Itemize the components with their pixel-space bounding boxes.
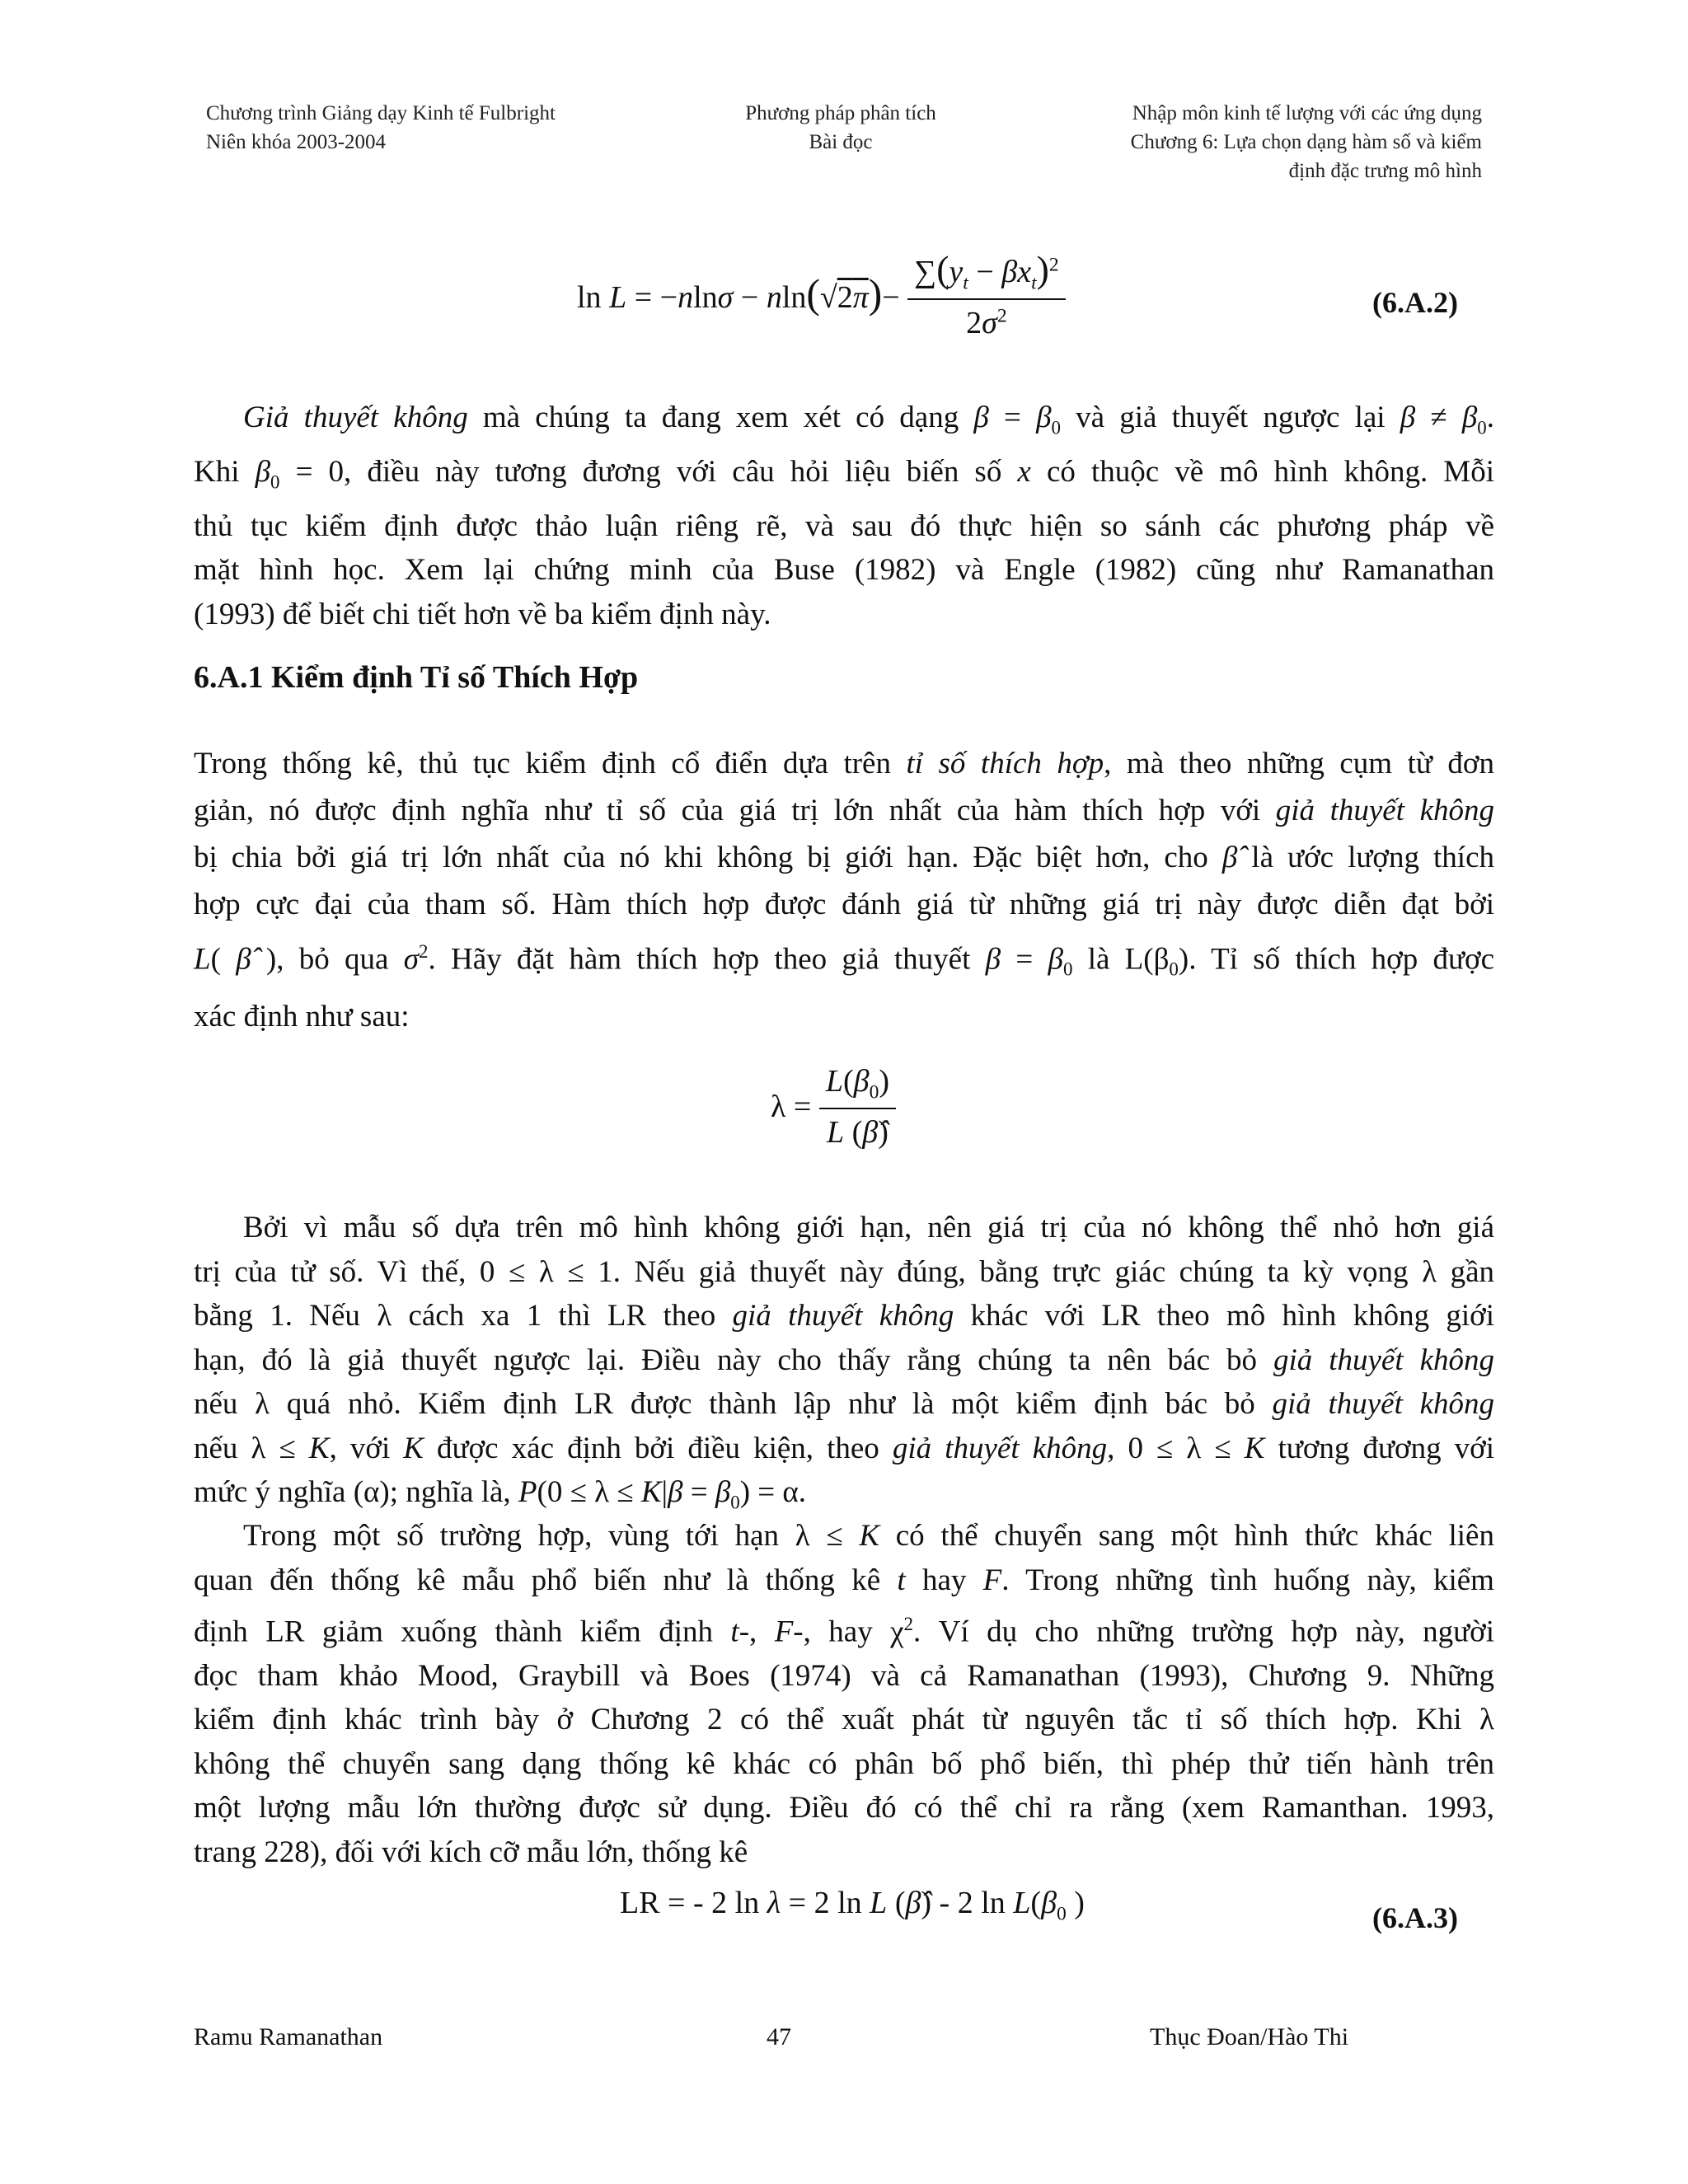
paragraph-hypothesis: Giả thuyết không mà chúng ta đang xem xét có dạng $\beta = \beta_0$ và giả thuyết ngược lại $\beta \ne \beta_0$. Khi $\beta_0 = 0$, điều này tương đương với câu hỏi liệu biến số x có thuộc về mô hình không. Mỗi thủ tục kiểm định được thảo luận riêng rẽ, và sau đó thực hiện so sánh các phương pháp về mặt hình học. Xem lại chứng minh của Buse (1982) và Engle (1982) cũng như Ramanathan (1993) để biết chi tiết hơn về ba kiểm định này. <box>194 401 1495 631</box>
equation-number: (6.A.3) <box>1372 1901 1458 1934</box>
footer-translators: Thục Đoan/Hào Thi <box>1150 2023 1349 2050</box>
footer-author: Ramu Ramanathan <box>194 2023 383 2050</box>
equation-lr-statistic: LR = - 2 ln λ = 2 ln L (β̂) - 2 $\ln L(\beta_0$ ) <box>620 1886 1085 1925</box>
paragraph-lambda-test: Bởi vì mẫu số dựa trên mô hình không giới hạn, nên giá trị của nó không thể nhỏ hơn giá trị của tử số. Vì thế, 0 ≤ λ ≤ 1. Nếu giả thuyết này đúng, bằng trực giác chúng ta kỳ vọng λ gần bằng 1. Nếu λ cách xa 1 thì LR theo giả thuyết không khác với LR theo mô hình không giới hạn, đó là giả thuyết ngược lại. Điều này cho thấy rằng chúng ta nên bác bỏ giả thuyết không nếu λ quá nhỏ. Kiểm định LR được thành lập như là một kiểm định bác bỏ giả thuyết không nếu λ ≤ K, với K được xác định bởi điều kiện, theo giả thuyết không, 0 ≤ λ ≤ K tương đương với mức ý nghĩa (α); nghĩa là, $P(0 \le \lambda \le K|\beta = \beta_0) = \alpha$. <box>194 1211 1495 1513</box>
header-book: Nhập môn kinh tế lượng với các ứng dụng <box>1132 102 1482 124</box>
header-program: Chương trình Giảng dạy Kinh tế Fulbright <box>206 102 556 124</box>
equation-number: (6.A.2) <box>1372 286 1458 319</box>
equation-lambda: λ = $\frac{L(\beta_0)}{L (\betâ)}$ <box>771 1063 896 1151</box>
equation-log-likelihood: ln L = −nlnσ − nln(√2π)− $\frac{\sum(y_t - \beta x_t)^2}{2\sigma^2}$ <box>577 247 1066 341</box>
header-reading: Bài đọc <box>809 131 873 153</box>
header-chapter-cont: định đặc trưng mô hình <box>1288 160 1482 182</box>
paragraph-critical-region: Trong một số trường hợp, vùng tới hạn λ ≤ K có thể chuyển sang một hình thức khác liên quan đến thống kê mẫu phổ biến như là thống kê t hay F. Trong những tình huống này, kiểm định LR giảm xuống thành kiểm định t-, F-, hay $\chi^2$. Ví dụ cho những trường hợp này, người đọc tham khảo Mood, Graybill và Boes (1974) và cả Ramanathan (1993), Chương 9. Những kiểm định khác trình bày ở Chương 2 có thể xuất phát từ nguyên tắc tỉ số thích hợp. Khi λ không thể chuyển sang dạng thống kê khác có phân bố phổ biến, thì phép thử tiến hành trên một lượng mẫu lớn thường được sử dụng. Điều đó có thể chỉ ra rằng (xem Ramanthan. 1993, trang 228), đối với kích cỡ mẫu lớn, thống kê <box>194 1519 1495 1869</box>
header-left <box>206 99 556 157</box>
paragraph-likelihood-ratio: Trong thống kê, thủ tục kiểm định cổ điển dựa trên tỉ số thích hợp, mà theo những cụm từ đơn giản, nó được định nghĩa như tỉ số của giá trị lớn nhất của hàm thích hợp với giả thuyết không bị chia bởi giá trị lớn nhất của nó khi không bị giới hạn. Đặc biệt hơn, cho β̂ là ước lượng thích hợp cực đại của tham số. Hàm thích hợp được đánh giá từ những giá trị này được diễn đạt bởi L( β̂ ), bỏ qua $\sigma^2$. Hãy đặt hàm thích hợp theo giả thuyết $\beta = \beta_0$ là $L(\beta_0)$. Tỉ số thích hợp được xác định như sau: <box>194 747 1495 1033</box>
header-chapter: Chương 6: Lựa chọn dạng hàm số và kiểm <box>1130 131 1482 153</box>
header-method: Phương pháp phân tích <box>745 102 936 124</box>
header-year: Niên khóa 2003-2004 <box>206 131 387 153</box>
header-center <box>734 99 948 157</box>
header-right <box>1131 99 1482 185</box>
section-heading: 6.A.1 Kiểm định Tỉ số Thích Hợp <box>194 660 639 695</box>
page-number: 47 <box>767 2023 791 2050</box>
